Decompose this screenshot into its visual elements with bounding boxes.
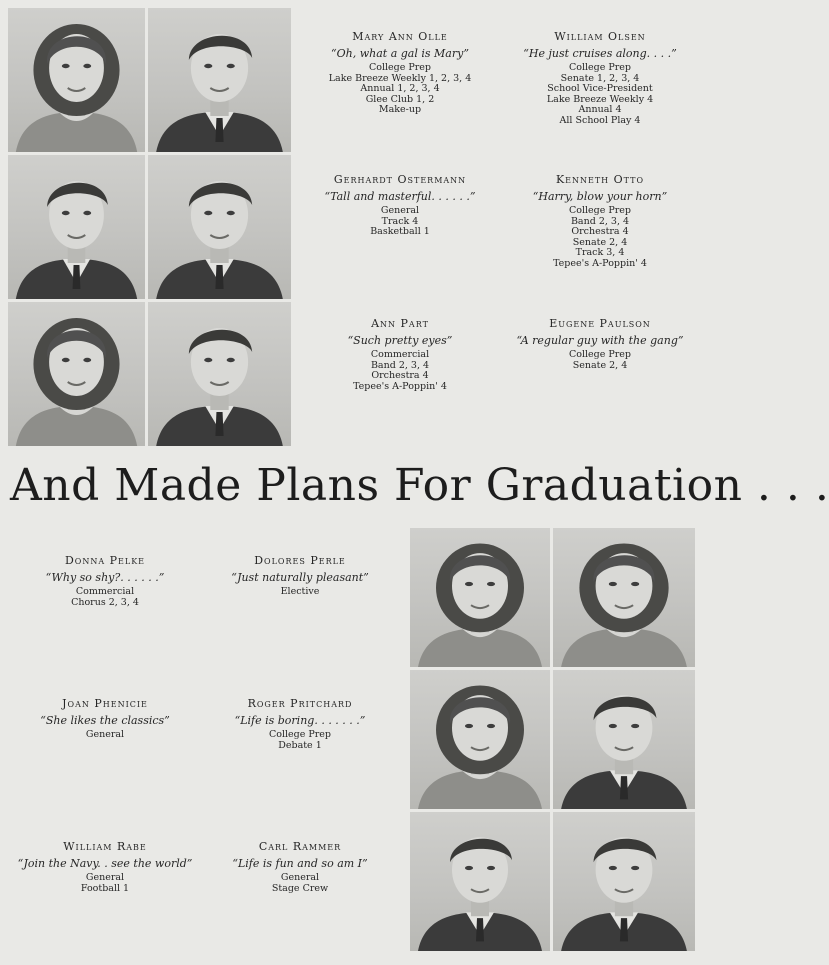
portrait-photo [8,8,145,152]
activity-line: Lake Breeze Weekly 4 [546,93,654,105]
page-headline: And Made Plans For Graduation . . . [10,460,829,511]
senior-name: Ann Part [371,317,429,330]
senior-name: Carl Rammer [258,840,342,853]
activity-line: Stage Crew [271,882,329,894]
portrait-photo [148,8,291,152]
activity-line: Elective [280,586,320,597]
activity-line: Orchestra 4 [371,370,429,381]
activity-line: Commercial [75,586,135,597]
activity-line: College Prep [568,62,632,73]
activity-line: Lake Breeze Weekly 1, 2, 3, 4 [328,72,472,84]
senior-quote: “Harry, blow your horn” [532,190,668,203]
activity-line: Band 2, 3, 4 [570,215,630,227]
activity-line: General [85,872,125,883]
senior-quote: “Why so shy?. . . . . .” [45,571,165,584]
senior-quote: “Life is fun and so am I” [232,857,368,870]
senior-bio [310,173,490,238]
portrait-photo [410,528,550,667]
activity-line: General [280,872,320,883]
senior-name: Eugene Paulson [549,317,651,330]
portrait-photo [553,670,695,809]
senior-quote: “Join the Navy. . see the world” [17,857,193,870]
senior-bio [505,317,695,371]
activity-line: Track 3, 4 [575,247,625,258]
activity-line: Senate 2, 4 [572,236,628,248]
portrait-grid-bottom [410,528,695,951]
senior-quote: “He just cruises along. . . .” [523,47,677,60]
activity-line: College Prep [368,62,432,73]
senior-bio [15,697,195,741]
activity-line: Orchestra 4 [571,226,629,237]
senior-name: Roger Pritchard [247,697,353,710]
senior-bio [210,554,390,598]
senior-name: William Olsen [554,30,646,43]
activity-line: College Prep [568,205,632,216]
portrait-photo [410,812,550,951]
activity-line: General [85,729,125,740]
activity-line: General [380,205,420,216]
portrait-photo [410,670,550,809]
activity-line: Track 4 [381,215,419,227]
senior-name: Kenneth Otto [555,173,645,186]
portrait-photo [8,155,145,299]
activity-line: School Vice-President [547,83,653,94]
activity-line: Band 2, 3, 4 [370,359,430,371]
senior-bio [210,840,390,894]
portrait-grid-top [8,8,291,446]
senior-quote: “Just naturally pleasant” [231,571,369,584]
activity-line: Basketball 1 [370,226,430,237]
activity-line: All School Play 4 [559,114,641,126]
senior-name: Donna Pelke [64,554,146,567]
senior-bio [310,317,490,392]
activity-line: Annual 4 [578,104,622,115]
senior-quote: “Life is boring. . . . . . .” [234,714,366,727]
senior-bio [15,554,195,608]
senior-quote: “A regular guy with the gang” [516,334,684,347]
senior-bio [505,173,695,269]
activity-line: Debate 1 [278,739,322,751]
portrait-photo [148,155,291,299]
activity-line: Tepee's A-Poppin' 4 [553,257,647,269]
activity-line: Senate 2, 4 [572,359,628,371]
activity-line: College Prep [568,349,632,360]
senior-quote: “Such pretty eyes” [347,334,453,347]
activity-line: Football 1 [80,882,130,894]
senior-bio [505,30,695,126]
activity-line: Tepee's A-Poppin' 4 [353,380,447,392]
activity-line: Glee Club 1, 2 [365,93,435,105]
senior-quote: “She likes the classics” [40,714,170,727]
activity-line: Annual 1, 2, 3, 4 [360,83,440,94]
portrait-photo [553,528,695,667]
senior-name: Mary Ann Olle [352,30,448,43]
activity-line: Chorus 2, 3, 4 [71,596,139,608]
senior-name: William Rabe [63,840,147,853]
senior-bio [15,840,195,894]
senior-name: Joan Phenicie [62,697,148,710]
senior-bio [210,697,390,751]
portrait-photo [553,812,695,951]
activity-line: Make-up [378,104,422,115]
senior-bio [310,30,490,116]
senior-quote: “Tall and masterful. . . . . .” [324,190,476,203]
portrait-photo [8,302,145,446]
activity-line: Senate 1, 2, 3, 4 [560,72,640,84]
senior-name: Gerhardt Ostermann [333,173,467,186]
senior-quote: “Oh, what a gal is Mary” [331,47,469,60]
portrait-photo [148,302,291,446]
activity-line: College Prep [268,729,332,740]
senior-name: Dolores Perle [254,554,346,567]
activity-line: Commercial [370,349,430,360]
